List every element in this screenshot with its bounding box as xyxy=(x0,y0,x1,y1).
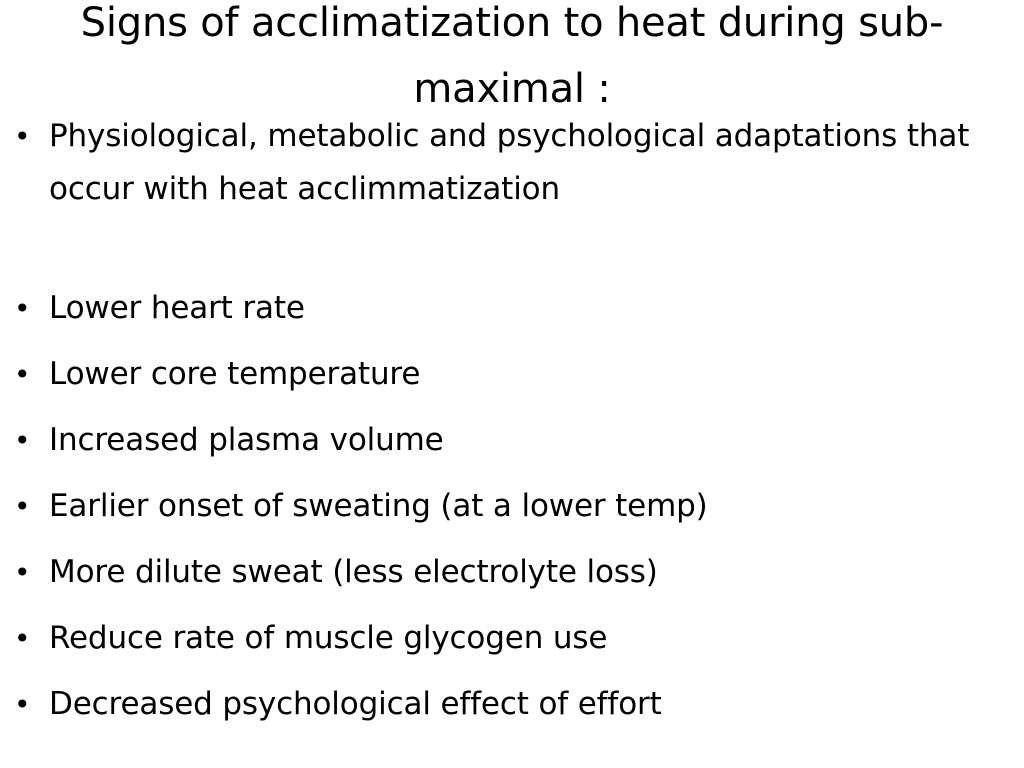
bullet-icon: • xyxy=(14,556,31,589)
bullet-icon: • xyxy=(14,490,31,523)
bullet-text: Earlier onset of sweating (at a lower temp) xyxy=(49,488,708,524)
bullet-icon: • xyxy=(14,688,31,721)
slide-title: Signs of acclimatization to heat during sub-maximal : xyxy=(80,0,944,112)
bullet-icon: • xyxy=(14,622,31,655)
bullet-item xyxy=(14,678,1014,731)
bullet-text: Increased plasma volume xyxy=(49,422,444,458)
bullet-item xyxy=(14,282,1014,335)
bullet-text: Lower heart rate xyxy=(49,290,305,326)
bullet-list xyxy=(14,110,1014,744)
bullet-item xyxy=(14,546,1014,599)
bullet-text: Lower core temperature xyxy=(49,356,421,392)
bullet-icon: • xyxy=(14,292,31,325)
bullet-text: Reduce rate of muscle glycogen use xyxy=(49,620,608,656)
bullet-item xyxy=(14,414,1014,467)
bullet-icon: • xyxy=(14,424,31,457)
bullet-item xyxy=(14,348,1014,401)
bullet-text: Decreased psychological effect of effort xyxy=(49,686,662,722)
bullet-icon: • xyxy=(14,358,31,391)
bullet-icon: • xyxy=(14,120,31,153)
bullet-item-intro xyxy=(14,110,1014,216)
bullet-item xyxy=(14,612,1014,665)
bullet-text: More dilute sweat (less electrolyte loss) xyxy=(49,554,658,590)
bullet-item xyxy=(14,480,1014,533)
bullet-text: Physiological, metabolic and psychological adaptations that occur with heat acclimmatization xyxy=(49,118,970,207)
